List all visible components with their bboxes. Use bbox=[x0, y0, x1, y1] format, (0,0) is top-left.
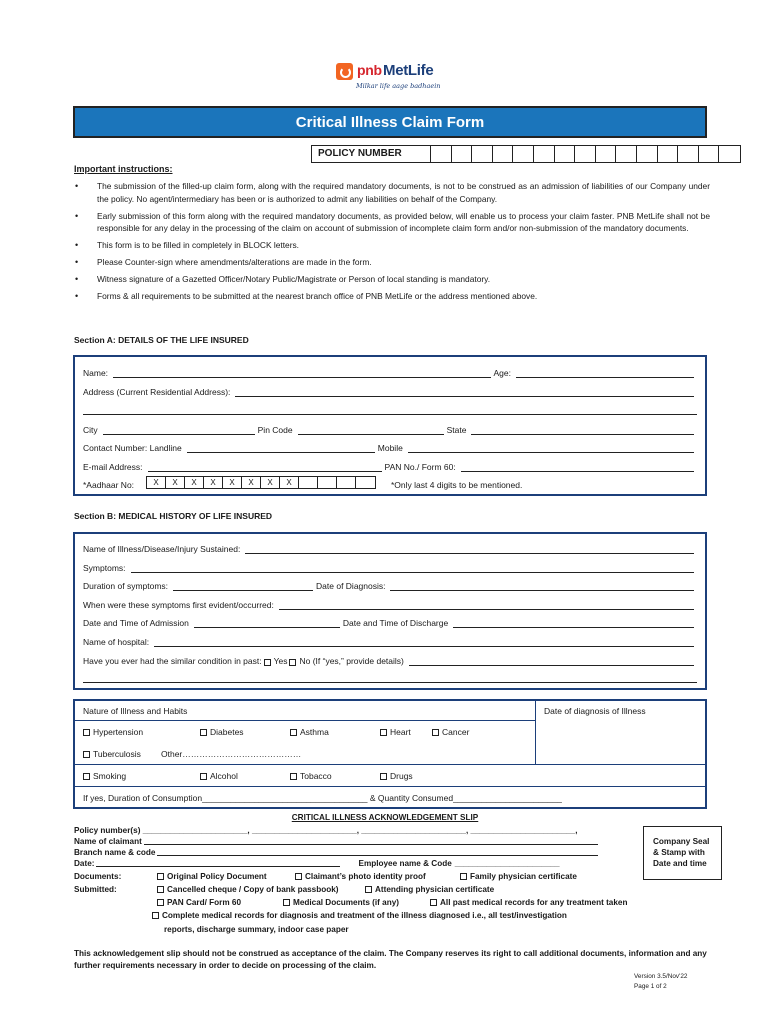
asthma-label: Asthma bbox=[300, 727, 329, 737]
address-row bbox=[83, 385, 697, 397]
alcohol-option[interactable] bbox=[200, 771, 238, 781]
smoking-option[interactable] bbox=[83, 771, 126, 781]
aadhaar-digit-box[interactable]: X bbox=[166, 477, 185, 488]
aadhaar-digit-box[interactable] bbox=[337, 477, 356, 488]
hospital-field[interactable] bbox=[154, 638, 694, 647]
policy-digit-box[interactable] bbox=[513, 146, 534, 162]
aadhaar-digit-box[interactable] bbox=[299, 477, 318, 488]
admission-field[interactable] bbox=[194, 619, 340, 628]
duration-row bbox=[83, 579, 697, 591]
cancer-option[interactable] bbox=[432, 727, 469, 737]
doc-claimant-photo-id[interactable] bbox=[295, 872, 426, 881]
diagnosis-date-field[interactable] bbox=[390, 582, 694, 591]
form-title-text: Critical Illness Claim Form bbox=[295, 113, 485, 131]
name-label: Name: bbox=[83, 368, 109, 378]
ack-claimant-label: Name of claimant bbox=[74, 837, 142, 846]
email-row bbox=[83, 460, 697, 472]
form-title bbox=[73, 106, 707, 138]
heart-checkbox[interactable] bbox=[380, 729, 387, 736]
instructions-title: Important instructions: bbox=[74, 164, 173, 174]
heart-option[interactable] bbox=[380, 727, 411, 737]
doc-all-past-records-label: All past medical records for any treatment taken bbox=[440, 898, 628, 907]
doc-pan-card-checkbox[interactable] bbox=[157, 899, 164, 906]
diabetes-option[interactable] bbox=[200, 727, 244, 737]
instruction-item: • Forms & all requirements to be submitted at the nearest branch office of PNB MetLife or the address mentioned above. bbox=[74, 290, 710, 303]
admission-label: Date and Time of Admission bbox=[83, 618, 189, 628]
instruction-item: • Early submission of this form along with the required mandatory documents, as provided below, will enable us to process your claim faster. PNB MetLife shall not be responsible for any delay in the processing of the claim on account of submission of incomplete claim form and/or non-submission of the mandatory documents. bbox=[74, 210, 710, 235]
admission-row bbox=[83, 616, 697, 628]
policy-digit-box[interactable] bbox=[596, 146, 617, 162]
ack-employee-label: Employee name & Code bbox=[358, 859, 452, 868]
habits-checkbox-row bbox=[75, 765, 707, 787]
doc-complete-records-checkbox[interactable] bbox=[152, 912, 159, 919]
doc-all-past-records[interactable] bbox=[430, 898, 627, 907]
ack-policy-numbers[interactable]: Policy number(s) _______________________, _______________________, _______________________, _______________________, bbox=[74, 826, 578, 835]
instructions-list bbox=[74, 180, 710, 307]
age-field[interactable] bbox=[516, 369, 694, 378]
ack-slip-title: CRITICAL ILLNESS ACKNOWLEDGEMENT SLIP bbox=[291, 813, 479, 822]
aadhaar-digit-box[interactable] bbox=[318, 477, 337, 488]
name-field[interactable] bbox=[113, 369, 490, 378]
ack-branch-row bbox=[74, 848, 598, 857]
policy-number-field[interactable] bbox=[311, 145, 741, 163]
policy-digit-box[interactable] bbox=[678, 146, 699, 162]
doc-original-policy[interactable] bbox=[157, 872, 267, 881]
discharge-field[interactable] bbox=[453, 619, 694, 628]
tuberculosis-option[interactable] bbox=[83, 749, 141, 759]
seal-line: Date and time bbox=[653, 859, 707, 868]
cancer-checkbox[interactable] bbox=[432, 729, 439, 736]
first-evident-label: When were these symptoms first evident/occurred: bbox=[83, 600, 274, 610]
heart-label: Heart bbox=[390, 727, 411, 737]
hypertension-checkbox[interactable] bbox=[83, 729, 90, 736]
city-field[interactable] bbox=[103, 426, 255, 435]
instruction-item: • This form is to be filled in completely in BLOCK letters. bbox=[74, 239, 710, 252]
alcohol-label: Alcohol bbox=[210, 771, 238, 781]
brand-tagline: Milkar life aage badhaein bbox=[356, 82, 441, 90]
policy-digit-box[interactable] bbox=[719, 146, 740, 162]
city-row bbox=[83, 423, 697, 435]
consumption-duration-label: If yes, Duration of Consumption bbox=[83, 793, 203, 803]
first-evident-row bbox=[83, 598, 697, 610]
doc-complete-records-cont: reports, discharge summary, indoor case paper bbox=[164, 925, 349, 934]
seal-line: & Stamp with bbox=[653, 848, 705, 857]
version-label: Version 3.5/Nov'22 bbox=[634, 973, 688, 980]
ack-submitted-label: Submitted: bbox=[74, 885, 117, 894]
quantity-consumed-label: & Quantity Consumed bbox=[369, 793, 454, 803]
policy-digit-box[interactable] bbox=[493, 146, 514, 162]
aadhaar-field[interactable] bbox=[146, 476, 376, 489]
similar-details-field[interactable] bbox=[409, 657, 694, 666]
mobile-label: Mobile bbox=[377, 443, 403, 453]
landline-label: Contact Number: Landline bbox=[83, 443, 182, 453]
symptoms-field[interactable] bbox=[131, 564, 694, 573]
policy-digit-box[interactable] bbox=[472, 146, 493, 162]
brand-pnb: pnb bbox=[357, 62, 382, 78]
instruction-item: • Please Counter-sign where amendments/alterations are made in the form. bbox=[74, 256, 710, 269]
smoking-label: Smoking bbox=[93, 771, 127, 781]
aadhaar-digit-box[interactable]: X bbox=[261, 477, 280, 488]
doc-complete-records[interactable] bbox=[152, 911, 567, 920]
ack-employee-field[interactable]: _______________________ bbox=[454, 859, 560, 868]
consumption-row bbox=[75, 787, 707, 809]
similar-details-line-2[interactable] bbox=[83, 682, 697, 683]
policy-digit-box[interactable] bbox=[658, 146, 679, 162]
email-field[interactable] bbox=[148, 463, 382, 472]
policy-digit-box[interactable] bbox=[616, 146, 637, 162]
consumption-duration[interactable] bbox=[83, 793, 562, 803]
hospital-label: Name of hospital: bbox=[83, 637, 150, 647]
smoking-checkbox[interactable] bbox=[83, 773, 90, 780]
consumption-duration-field[interactable]: ___________________________________ bbox=[202, 793, 368, 803]
tobacco-label: Tobacco bbox=[300, 771, 332, 781]
discharge-label: Date and Time of Discharge bbox=[342, 618, 449, 628]
policy-number-label: POLICY NUMBER bbox=[312, 146, 431, 162]
cancer-label: Cancer bbox=[442, 727, 470, 737]
doc-family-physician[interactable] bbox=[460, 872, 577, 881]
similar-row bbox=[83, 654, 697, 666]
symptoms-label: Symptoms: bbox=[83, 563, 126, 573]
doc-original-policy-checkbox[interactable] bbox=[157, 873, 164, 880]
address-field[interactable] bbox=[235, 388, 694, 397]
policy-digit-box[interactable] bbox=[555, 146, 576, 162]
doc-family-physician-checkbox[interactable] bbox=[460, 873, 467, 880]
illness-field[interactable] bbox=[245, 545, 694, 554]
doc-pan-card[interactable] bbox=[157, 898, 241, 907]
tobacco-checkbox[interactable] bbox=[290, 773, 297, 780]
tobacco-option[interactable] bbox=[290, 771, 332, 781]
doc-cancelled-cheque-label: Cancelled cheque / Copy of bank passbook) bbox=[167, 885, 339, 894]
tuberculosis-checkbox[interactable] bbox=[83, 751, 90, 758]
pan-label: PAN No./ Form 60: bbox=[384, 462, 456, 472]
pnb-metlife-logo bbox=[336, 61, 452, 95]
aadhaar-label: *Aadhaar No: bbox=[83, 480, 135, 490]
doc-original-policy-label: Original Policy Document bbox=[167, 872, 267, 881]
email-label: E-mail Address: bbox=[83, 462, 143, 472]
symptoms-row bbox=[83, 561, 697, 573]
ack-disclaimer: This acknowledgement slip should not be construed as acceptance of the claim. The Company reserves its right to call additional documents, information and any further requirements necessary in order to decide on processing of the claim. bbox=[74, 949, 707, 970]
doc-attending-physician-label: Attending physician certificate bbox=[375, 885, 495, 894]
other-illness-field[interactable]: Other…………………………………… bbox=[161, 749, 302, 759]
aadhaar-note-row bbox=[391, 478, 697, 490]
hypertension-option[interactable] bbox=[83, 727, 143, 737]
section-a-title: Section A: DETAILS OF THE LIFE INSURED bbox=[74, 335, 249, 345]
quantity-consumed-field[interactable]: _______________________ bbox=[453, 793, 562, 803]
contact-row bbox=[83, 441, 697, 453]
ack-documents-label: Documents: bbox=[74, 872, 122, 881]
no-checkbox[interactable] bbox=[289, 659, 296, 666]
mobile-field[interactable] bbox=[408, 444, 694, 453]
asthma-option[interactable] bbox=[290, 727, 329, 737]
section-b-title: Section B: MEDICAL HISTORY OF LIFE INSURED bbox=[74, 511, 273, 521]
policy-digit-box[interactable] bbox=[637, 146, 658, 162]
aadhaar-digit-box[interactable]: X bbox=[242, 477, 261, 488]
doc-attending-physician[interactable] bbox=[365, 885, 494, 894]
alcohol-checkbox[interactable] bbox=[200, 773, 207, 780]
address-field-line-2[interactable] bbox=[83, 414, 697, 415]
policy-digit-box[interactable] bbox=[452, 146, 473, 162]
hospital-row bbox=[83, 635, 697, 647]
drugs-checkbox[interactable] bbox=[380, 773, 387, 780]
aadhaar-digit-box[interactable]: X bbox=[147, 477, 166, 488]
doc-family-physician-label: Family physician certificate bbox=[470, 872, 577, 881]
yes-checkbox[interactable] bbox=[264, 659, 271, 666]
doc-medical-documents[interactable] bbox=[283, 898, 399, 907]
hypertension-label: Hypertension bbox=[93, 727, 144, 737]
doc-medical-documents-checkbox[interactable] bbox=[283, 899, 290, 906]
doc-claimant-photo-id-label: Claimant’s photo identity proof bbox=[305, 872, 426, 881]
instruction-item: • Witness signature of a Gazetted Officer/Notary Public/Magistrate or Person of local standing is mandatory. bbox=[74, 273, 710, 286]
policy-digit-box[interactable] bbox=[575, 146, 596, 162]
pin-code-field[interactable] bbox=[298, 426, 444, 435]
section-a-box bbox=[73, 355, 707, 496]
pin-code-label: Pin Code bbox=[257, 425, 293, 435]
drugs-option[interactable] bbox=[380, 771, 413, 781]
ack-date-label: Date: bbox=[74, 859, 95, 868]
doc-complete-records-label: Complete medical records for diagnosis and treatment of the illness diagnosed i.e., all test/investigation bbox=[162, 911, 567, 920]
aadhaar-digit-box[interactable]: X bbox=[280, 477, 299, 488]
habits-table bbox=[73, 699, 707, 809]
aadhaar-digit-box[interactable] bbox=[356, 477, 375, 488]
name-row bbox=[83, 366, 697, 378]
yes-label: Yes bbox=[273, 656, 288, 666]
tuberculosis-label: Tuberculosis bbox=[93, 749, 141, 759]
landline-field[interactable] bbox=[187, 444, 375, 453]
habits-header-row bbox=[75, 701, 535, 721]
ack-date-field[interactable] bbox=[96, 859, 340, 867]
similar-label: Have you ever had the similar condition in past: bbox=[83, 656, 262, 666]
doc-cancelled-cheque[interactable] bbox=[157, 885, 339, 894]
brand-metlife: MetLife bbox=[383, 62, 434, 79]
doc-claimant-photo-id-checkbox[interactable] bbox=[295, 873, 302, 880]
no-label: No (If “yes,” provide details) bbox=[299, 656, 404, 666]
company-seal-box bbox=[643, 826, 722, 880]
doc-pan-card-label: PAN Card/ Form 60 bbox=[167, 898, 242, 907]
address-label: Address (Current Residential Address): bbox=[83, 387, 231, 397]
drugs-label: Drugs bbox=[390, 771, 413, 781]
illness-label: Name of Illness/Disease/Injury Sustained: bbox=[83, 544, 241, 554]
doc-medical-documents-label: Medical Documents (if any) bbox=[293, 898, 400, 907]
ack-claimant-row bbox=[74, 837, 598, 846]
ack-branch-label: Branch name & code bbox=[74, 848, 156, 857]
date-of-diagnosis-header: Date of diagnosis of Illness bbox=[544, 706, 646, 716]
illness-checkbox-rows bbox=[75, 721, 707, 765]
aadhaar-note: *Only last 4 digits to be mentioned. bbox=[391, 480, 523, 490]
ack-branch-field[interactable] bbox=[157, 848, 598, 856]
policy-digit-box[interactable] bbox=[534, 146, 555, 162]
ack-date-row bbox=[74, 859, 598, 868]
doc-cancelled-cheque-checkbox[interactable] bbox=[157, 886, 164, 893]
pan-field[interactable] bbox=[461, 463, 694, 472]
diagnosis-date-label: Date of Diagnosis: bbox=[316, 581, 386, 591]
aadhaar-digit-box[interactable]: X bbox=[204, 477, 223, 488]
habits-title: Nature of Illness and Habits bbox=[83, 706, 188, 716]
doc-all-past-records-checkbox[interactable] bbox=[430, 899, 437, 906]
state-label: State bbox=[446, 425, 467, 435]
diabetes-label: Diabetes bbox=[210, 727, 244, 737]
policy-digit-box[interactable] bbox=[431, 146, 452, 162]
ack-claimant-field[interactable] bbox=[144, 837, 598, 845]
instruction-item: • The submission of the filled-up claim form, along with the required mandatory documents, is not to be construed as an admission of liabilities of our Company under the policy. No agent/intermediary has been or is authorized to admit any liabilities on behalf of the Company. bbox=[74, 180, 710, 205]
doc-attending-physician-checkbox[interactable] bbox=[365, 886, 372, 893]
page-number: Page 1 of 2 bbox=[634, 983, 667, 990]
aadhaar-digit-box[interactable]: X bbox=[185, 477, 204, 488]
age-label: Age: bbox=[493, 368, 511, 378]
aadhaar-digit-box[interactable]: X bbox=[223, 477, 242, 488]
pnb-logo-icon bbox=[336, 63, 353, 80]
asthma-checkbox[interactable] bbox=[290, 729, 297, 736]
duration-label: Duration of symptoms: bbox=[83, 581, 169, 591]
illness-row bbox=[83, 542, 697, 554]
policy-digit-box[interactable] bbox=[699, 146, 720, 162]
diabetes-checkbox[interactable] bbox=[200, 729, 207, 736]
duration-field[interactable] bbox=[173, 582, 313, 591]
seal-line: Company Seal bbox=[653, 837, 710, 846]
city-label: City bbox=[83, 425, 98, 435]
first-evident-field[interactable] bbox=[279, 601, 694, 610]
section-b-box bbox=[73, 532, 707, 690]
state-field[interactable] bbox=[471, 426, 694, 435]
